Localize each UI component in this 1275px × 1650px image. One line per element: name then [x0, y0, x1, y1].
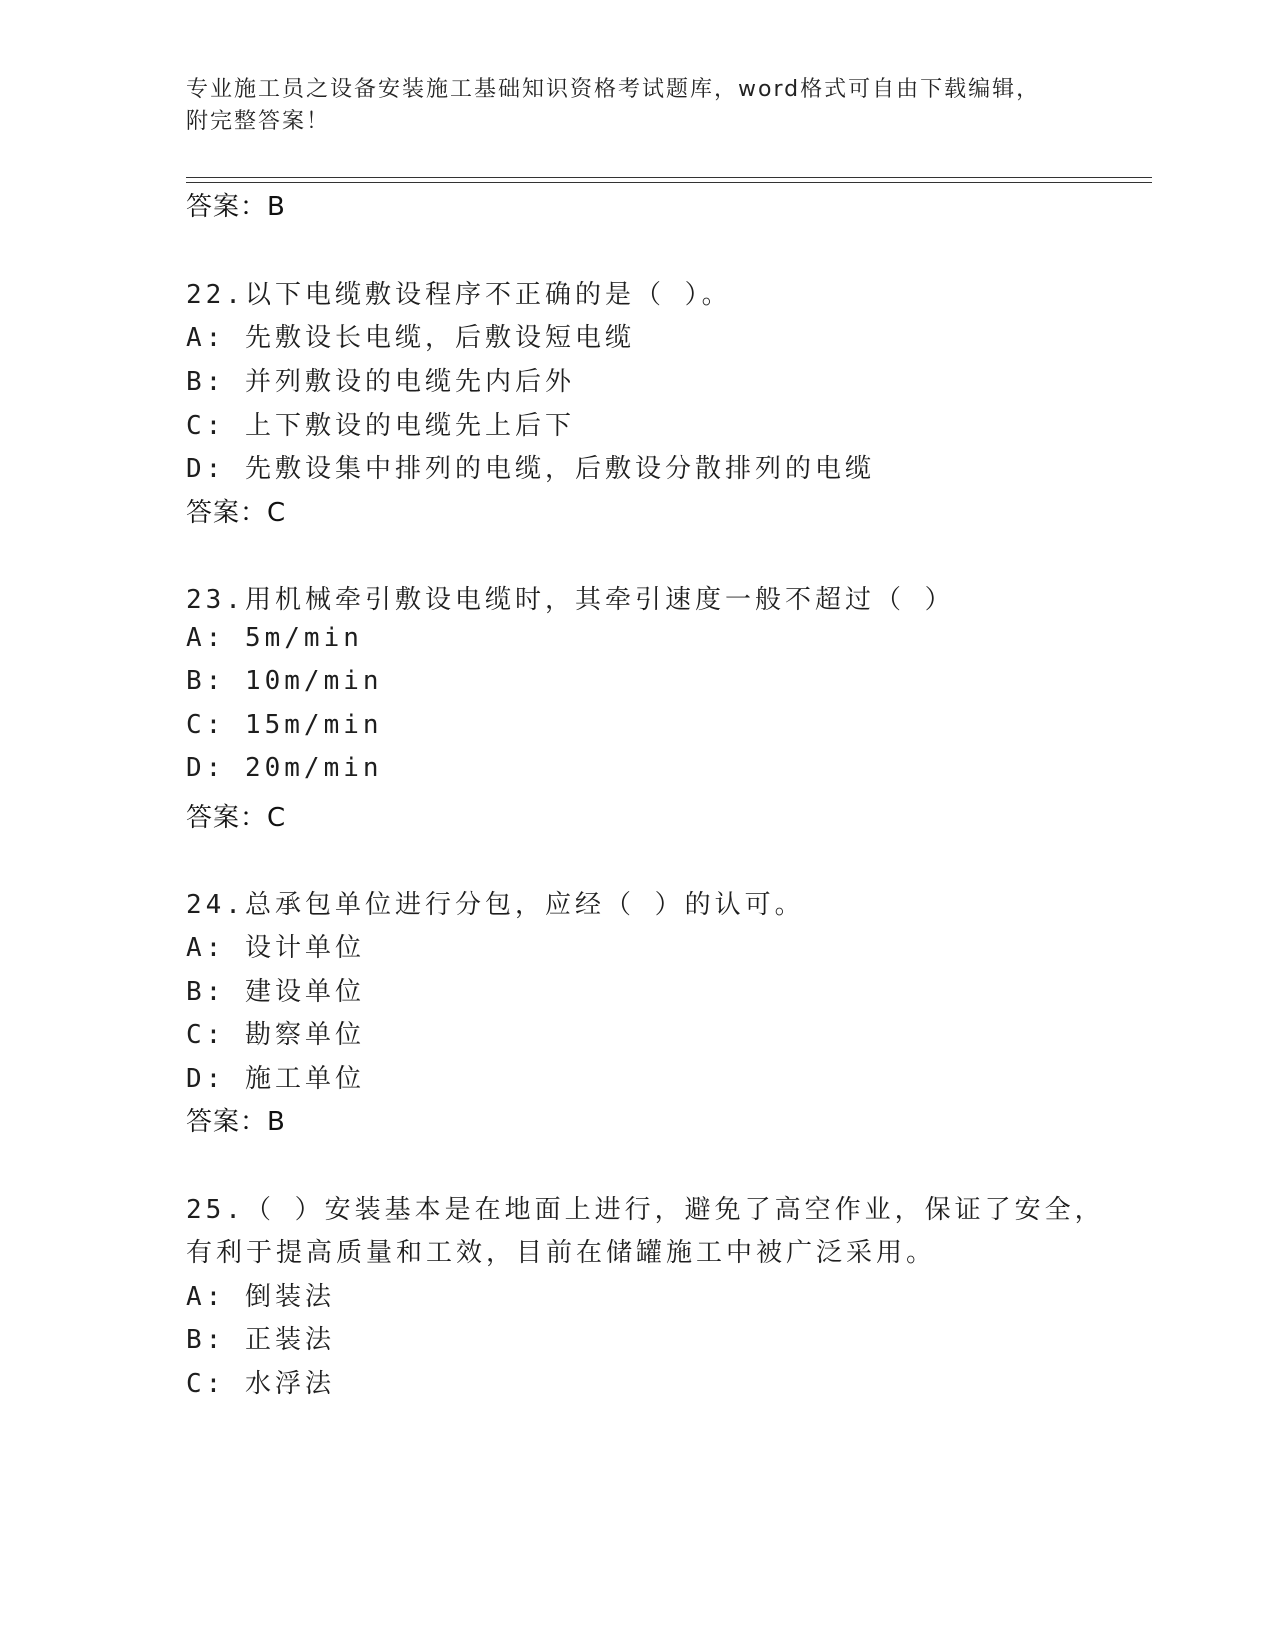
- header-divider-bottom: [186, 182, 1152, 183]
- option-24-c: C: 勘察单位: [186, 1020, 365, 1050]
- option-23-a: A: 5m/min: [186, 623, 363, 653]
- option-22-d: D: 先敷设集中排列的电缆，后敷设分散排列的电缆: [186, 454, 875, 484]
- question-stem-24: 24.总承包单位进行分包，应经（ ）的认可。: [186, 890, 805, 920]
- option-24-a: A: 设计单位: [186, 933, 365, 963]
- question-stem-23: 23.用机械牵引敷设电缆时，其牵引速度一般不超过（ ）: [186, 585, 955, 615]
- answer-q21: 答案：B: [186, 192, 286, 222]
- option-23-b: B: 10m/min: [186, 666, 383, 696]
- option-23-d: D: 20m/min: [186, 753, 383, 783]
- option-24-b: B: 建设单位: [186, 977, 365, 1007]
- option-24-d: D: 施工单位: [186, 1064, 365, 1094]
- question-stem-25-line-2: 有利于提高质量和工效，目前在储罐施工中被广泛采用。: [186, 1238, 937, 1268]
- header-divider-top: [186, 177, 1152, 178]
- option-22-c: C: 上下敷设的电缆先上后下: [186, 411, 575, 441]
- option-23-c: C: 15m/min: [186, 710, 383, 740]
- option-25-c: C: 水浮法: [186, 1369, 335, 1399]
- answer-q23: 答案：C: [186, 803, 287, 833]
- option-22-a: A: 先敷设长电缆，后敷设短电缆: [186, 323, 635, 353]
- option-25-b: B: 正装法: [186, 1325, 335, 1355]
- option-22-b: B: 并列敷设的电缆先内后外: [186, 367, 575, 397]
- question-stem-22: 22.以下电缆敷设程序不正确的是（ ）。: [186, 280, 732, 310]
- header-line-1: 专业施工员之设备安装施工基础知识资格考试题库，word格式可自由下载编辑，: [186, 77, 1041, 102]
- document-header: [186, 74, 1086, 138]
- option-25-a: A: 倒装法: [186, 1282, 335, 1312]
- answer-q22: 答案：C: [186, 498, 287, 528]
- question-stem-25-line-1: 25.（ ）安装基本是在地面上进行，避免了高空作业，保证了安全，: [186, 1195, 1105, 1225]
- header-line-2: 附完整答案！: [186, 109, 331, 134]
- answer-q24: 答案：B: [186, 1107, 286, 1137]
